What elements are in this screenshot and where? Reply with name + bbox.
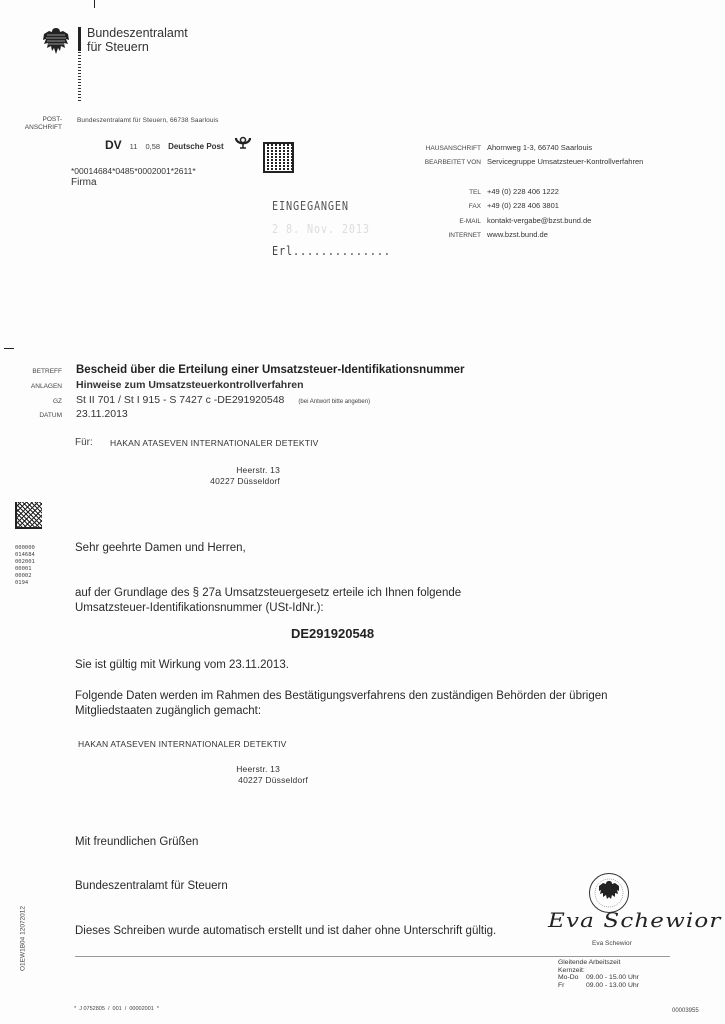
form-code: O1EW1B04 12072012: [19, 905, 27, 972]
attachments: Hinweise zum Umsatzsteuerkontrollverfahren: [76, 379, 304, 391]
vat-id-number: DE291920548: [291, 626, 375, 641]
letter-date: 23.11.2013: [76, 408, 128, 420]
franking-line: [105, 138, 224, 152]
validity-statement: Sie ist gültig mit Wirkung vom 23.11.2013.: [75, 659, 289, 671]
contact-row-email: E-MAIL kontakt-vergabe@bzst.bund.de: [459, 216, 592, 225]
agency-name-line2: für Steuern: [87, 40, 149, 54]
closing: Mit freundlichen Grüßen: [75, 836, 199, 848]
carrier-name: Deutsche Post: [168, 142, 224, 151]
file-reference-note: (bei Antwort bitte angeben): [298, 399, 371, 405]
shared-data-city: 40227 Düsseldorf: [238, 775, 308, 785]
agency-name: [87, 26, 188, 54]
barcode-line: *00014684*0485*0002001*2611*: [71, 166, 196, 176]
recipient-prefix: Für:: [75, 437, 93, 448]
franking-num: 11: [129, 142, 138, 151]
eagle-logo-icon: [40, 26, 72, 56]
auto-generated-note: Dieses Schreiben wurde automatisch erstellt und ist daher ohne Unterschrift gültig.: [75, 925, 497, 937]
post-horn-icon: [234, 135, 252, 149]
franking-amount: 0,58: [145, 142, 161, 151]
contact-row-hausanschrift: HAUSANSCHRIFT Ahornweg 1-3, 66740 Saarlouis: [425, 143, 593, 152]
agency-name-line1: Bundeszentralamt: [87, 26, 188, 40]
postal-datamatrix-code: [263, 142, 294, 173]
page-code: 00003955: [672, 1008, 699, 1014]
ref-row-gz: GZ St II 701 / St I 915 - S 7427 c -DE291920548 (bei Antwort bitte angeben): [52, 394, 371, 406]
paragraph-1: auf der Grundlage des § 27a Umsatzsteuergesetz erteile ich Ihnen folgende Umsatzsteuer-Identifikationsnummer (USt-IdNr.):: [75, 587, 462, 614]
recipient-street: Heerstr. 13: [236, 465, 280, 475]
franking-code: DV: [105, 138, 122, 152]
signatory-name: Eva Schewior: [592, 940, 632, 947]
subject: Bescheid über die Erteilung einer Umsatzsteuer-Identifikationsnummer: [76, 364, 465, 376]
ref-row-datum: DATUM 23.11.2013: [39, 408, 128, 420]
contact-row-internet: INTERNET www.bzst.bund.de: [448, 230, 548, 239]
logo-bar: [78, 27, 81, 51]
contact-row-fax: FAX +49 (0) 228 406 3801: [468, 201, 559, 210]
file-reference: St II 701 / St I 915 - S 7427 c -DE291920548: [76, 394, 285, 406]
hours-row-fr: Fr 09.00 - 13.00 Uhr: [558, 981, 639, 989]
received-stamp: [272, 199, 412, 258]
sender-name: Bundeszentralamt für Steuern: [75, 880, 228, 892]
stamp-title: EINGEGANGEN: [272, 199, 349, 213]
email-link[interactable]: kontakt-vergabe@bzst.bund.de: [487, 216, 592, 225]
fold-mark-middle: [4, 348, 14, 349]
shared-data-name: HAKAN ATASEVEN INTERNATIONALER DETEKTIV: [78, 739, 287, 749]
tracking-code: * J 0752805 / 001 / 00002001 *: [74, 1006, 160, 1012]
recipient-name: HAKAN ATASEVEN INTERNATIONALER DETEKTIV: [110, 438, 319, 448]
postal-label: POST- ANSCHRIFT: [24, 116, 62, 131]
logo-dashed-bar: [78, 52, 81, 102]
office-hours: [558, 959, 639, 989]
stamp-date: 2 8. Nov. 2013: [272, 222, 370, 236]
kernzeit-label: Kernzeit:: [558, 966, 585, 974]
recipient-type: Firma: [71, 177, 97, 188]
hours-title: Gleitende Arbeitszeit: [558, 959, 621, 966]
recipient-city: 40227 Düsseldorf: [210, 476, 280, 486]
return-address: Bundeszentralamt für Steuern, 66738 Saarlouis: [77, 117, 219, 124]
stamp-erl: Erl..............: [272, 244, 391, 258]
hours-row-mo-do: Mo-Do 09.00 - 15.00 Uhr: [558, 974, 639, 981]
salutation: Sehr geehrte Damen und Herren,: [75, 542, 246, 554]
website-link[interactable]: www.bzst.bund.de: [487, 230, 548, 239]
side-codes: 000000 014684 002001 00001 00002 0194: [15, 545, 35, 586]
contact-row-bearbeitet: BEARBEITET VON Servicegruppe Umsatzsteuer-Kontrollverfahren: [424, 157, 644, 166]
ref-row-anlagen: ANLAGEN Hinweise zum Umsatzsteuerkontrollverfahren: [30, 379, 304, 391]
paragraph-2: Folgende Daten werden im Rahmen des Bestätigungsverfahrens den zuständigen Behörden der übrigen Mitgliedstaaten zugänglich gemacht:: [75, 690, 608, 717]
footer-rule: [75, 956, 670, 957]
handwritten-signature: Eva Schewior: [548, 908, 722, 932]
fold-mark-top: [94, 0, 95, 8]
ref-row-betreff: BETREFF Bescheid über die Erteilung einer Umsatzsteuer-Identifikationsnummer: [32, 364, 465, 376]
shared-data-street: Heerstr. 13: [236, 764, 280, 774]
contact-row-tel: TEL +49 (0) 228 406 1222: [469, 187, 559, 196]
side-datamatrix-code: [15, 502, 42, 529]
